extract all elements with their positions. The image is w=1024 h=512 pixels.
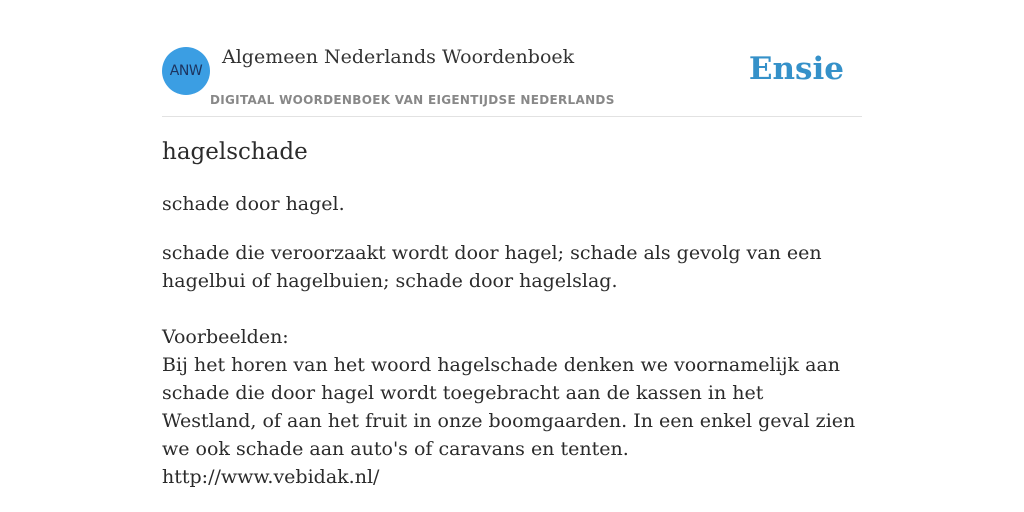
- example-text: Bij het horen van het woord hagelschade denken we voornamelijk aan schade die door hagel wordt toegebracht aan de kassen in het Westland, of aan het fruit in onze boomgaarden. In een enkel geval zien we ook schade aan auto's of caravans en tenten.: [162, 354, 856, 460]
- entry-content: [162, 239, 862, 491]
- site-title[interactable]: Algemeen Nederlands Woordenboek: [222, 46, 575, 68]
- site-subtitle: DIGITAAL WOORDENBOEK VAN EIGENTIJDSE NEDERLANDS: [210, 93, 615, 107]
- site-header: [162, 40, 862, 117]
- page-title: hagelschade: [162, 139, 308, 165]
- anw-logo[interactable]: [162, 47, 210, 95]
- definition-text: schade die veroorzaakt wordt door hagel; schade als gevolg van een hagelbui of hagelbuien; schade door hagelslag.: [162, 242, 822, 292]
- spacer: [162, 295, 862, 323]
- ensie-brand-logo[interactable]: Ensie: [748, 51, 844, 87]
- logo-text: ANW: [169, 63, 203, 79]
- short-definition: schade door hagel.: [162, 193, 345, 215]
- source-link[interactable]: http://www.vebidak.nl/: [162, 466, 380, 488]
- examples-label: Voorbeelden:: [162, 326, 289, 348]
